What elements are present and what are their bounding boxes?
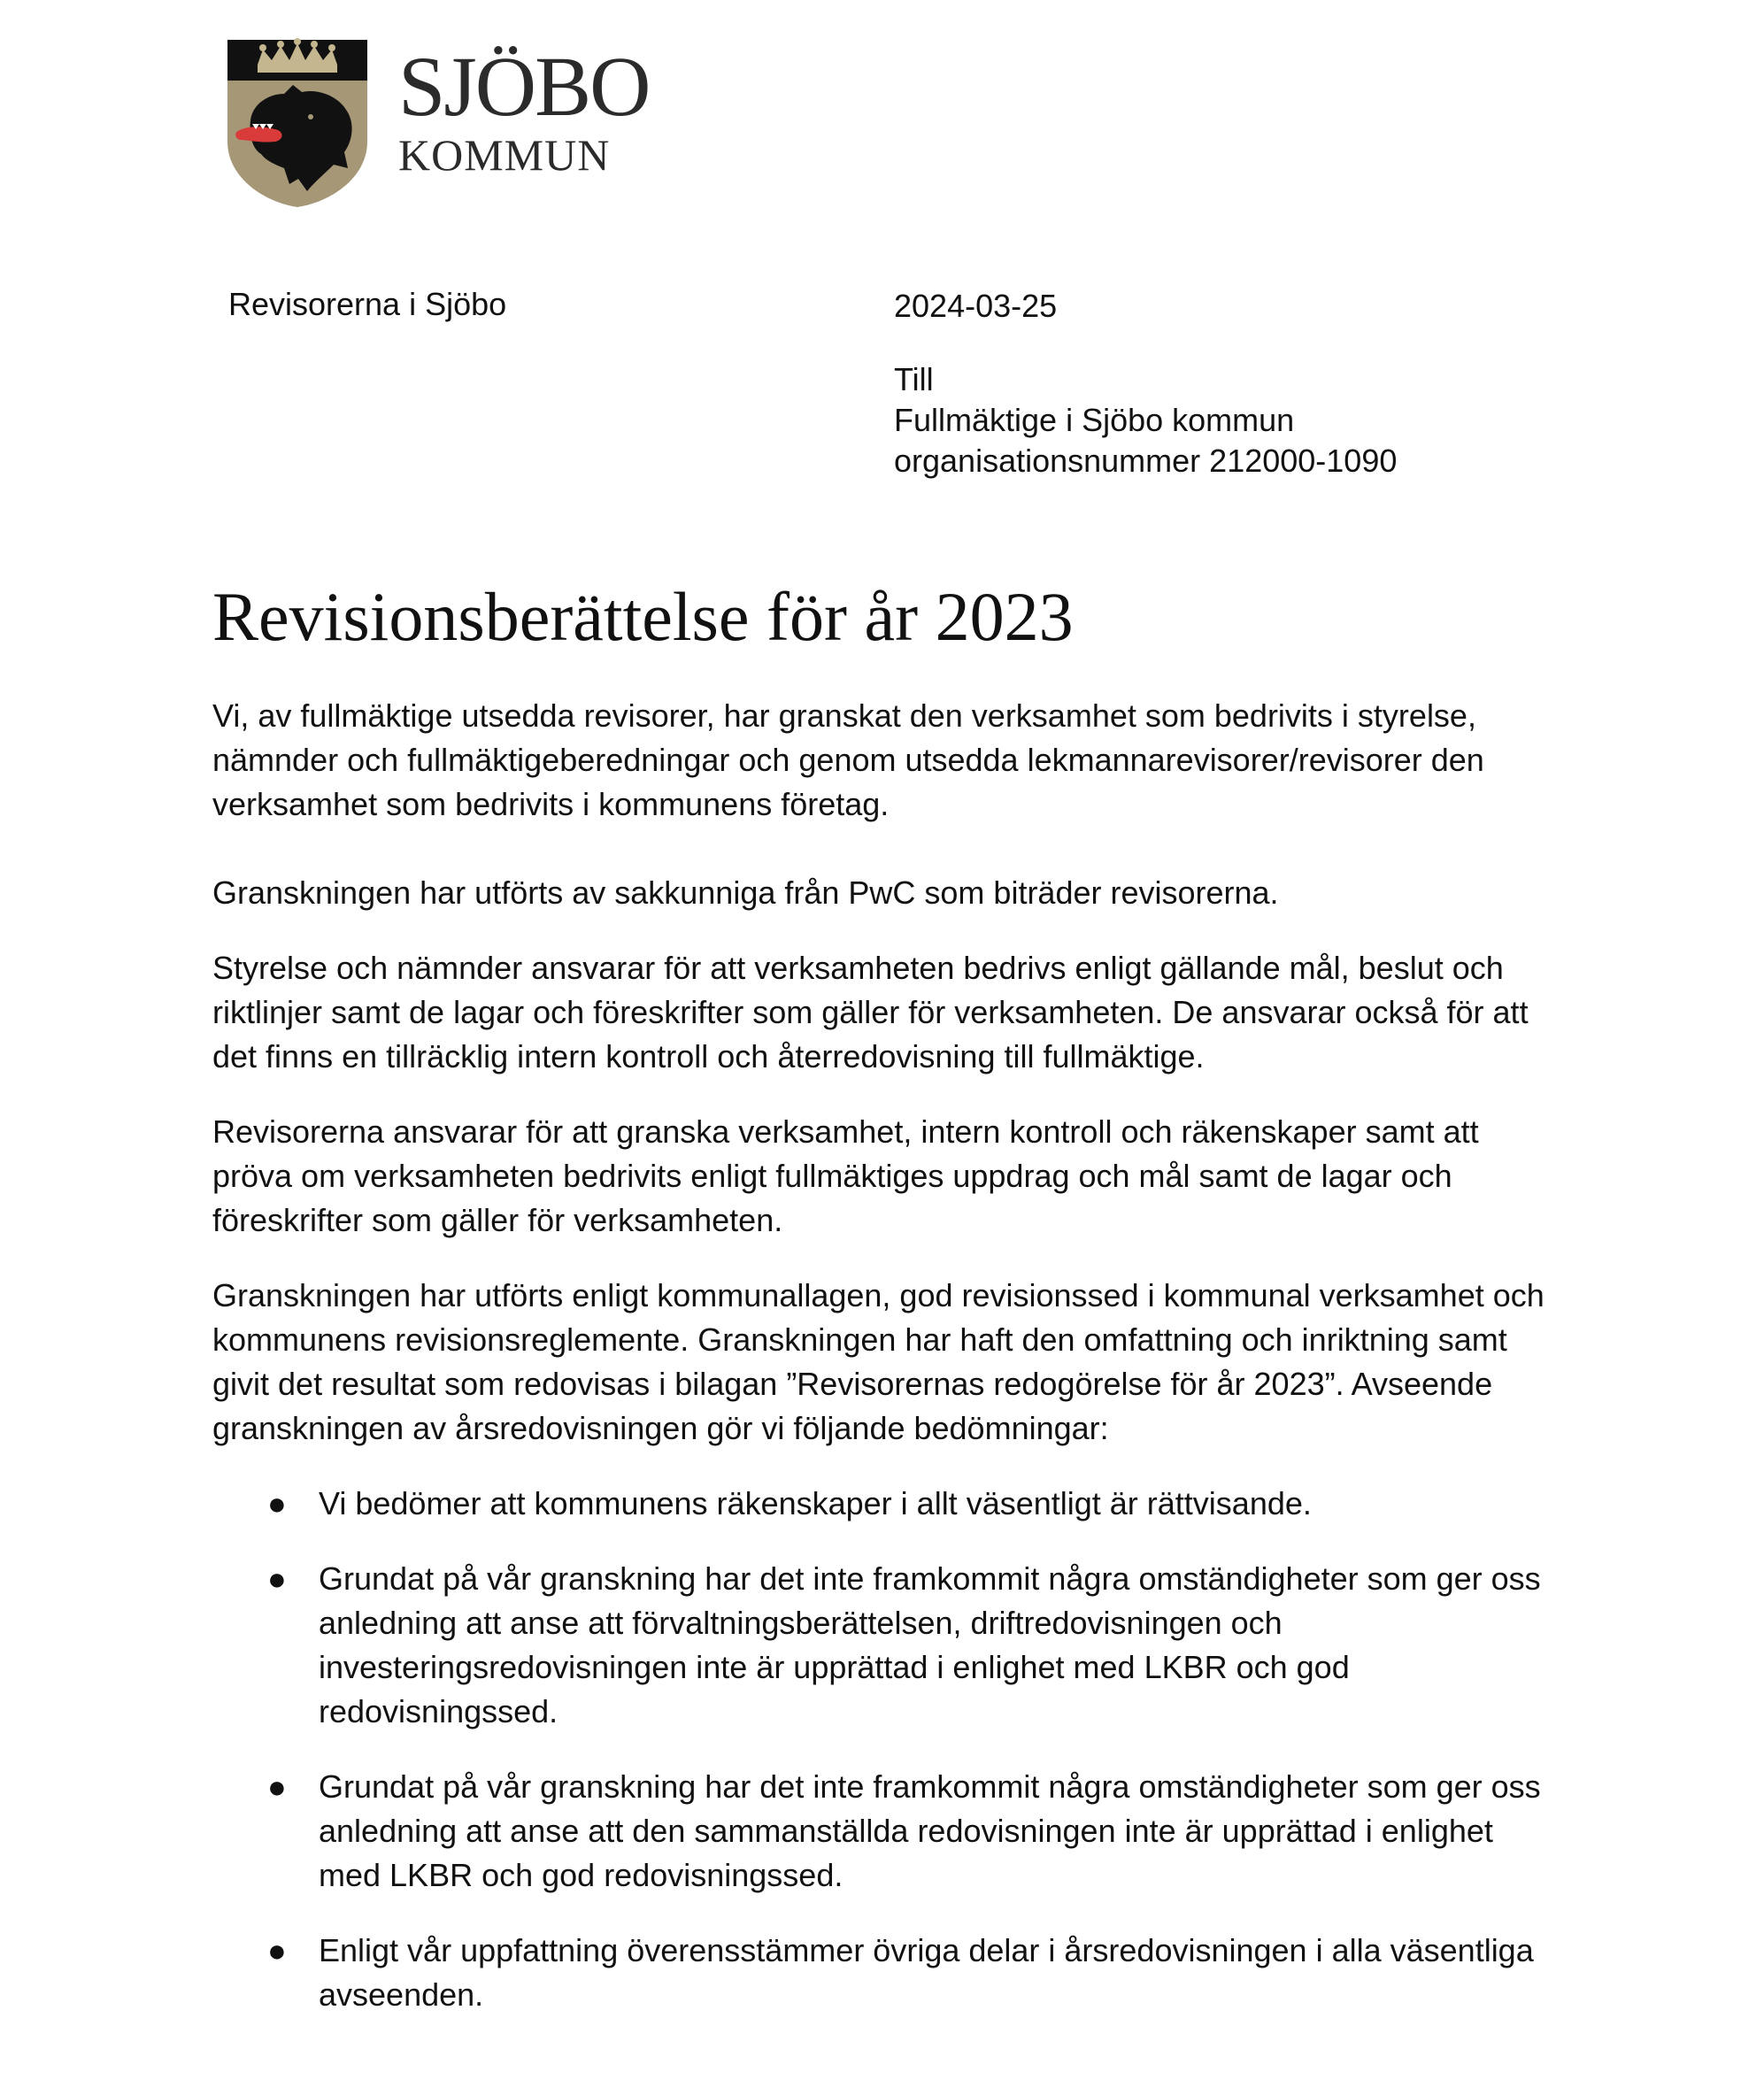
list-item-text: Enligt vår uppfattning överensstämmer övriga delar i årsredovisningen i alla väsentliga avseenden. (319, 1932, 1534, 2013)
logo-wordmark (398, 39, 650, 180)
document-body (212, 694, 1558, 2048)
paragraph: Revisorerna ansvarar för att granska verksamhet, intern kontroll och räkenskaper samt att pröva om verksamheten bedrivits enligt fullmäktiges uppdrag och mål samt de lagar och föreskrifter som gäller för verksamheten. (212, 1113, 1479, 1238)
paragraph: Granskningen har utförts enligt kommunallagen, god revisionssed i kommunal verksamhet och kommunens revisionsreglemente. Granskningen har haft den omfattning och inriktning samt givit det resultat som redovisas i bilagan ”Revisorernas redogörelse för år 2023”. Avseende granskningen av årsredovisningen gör vi följande bedömningar: (212, 1277, 1544, 1446)
list-item (212, 1557, 1558, 1734)
document-title: Revisionsberättelse för år 2023 (212, 578, 1074, 655)
list-item (212, 1929, 1558, 2017)
bullet-icon: ● (267, 1768, 287, 1805)
municipality-logo (226, 35, 651, 212)
bullet-icon: ● (267, 1932, 287, 1968)
list-item-text: Grundat på vår granskning har det inte framkommit några omständigheter som ger oss anledning att anse att förvaltningsberättelsen, driftredovisningen och investeringsredovisningen inte är upprättad i enlighet med LKBR och god redovisningssed. (319, 1560, 1541, 1729)
bullet-icon: ● (267, 1560, 287, 1597)
paragraph: Granskningen har utförts av sakkunniga från PwC som biträder revisorerna. (212, 874, 1279, 911)
logo-name-line2: KOMMUN (398, 130, 611, 180)
recipient-block (894, 286, 1397, 481)
sender: Revisorerna i Sjöbo (228, 286, 507, 322)
list-item (212, 1765, 1558, 1898)
paragraph: Styrelse och nämnder ansvarar för att verksamheten bedrivs enligt gällande mål, beslut och riktlinjer samt de lagar och föreskrifter som gäller för verksamheten. De ansvarar också för att det finns en tillräcklig intern kontroll och återredovisning till fullmäktige. (212, 950, 1529, 1074)
logo-name-line1: SJÖBO (398, 39, 650, 134)
list-item-text: Grundat på vår granskning har det inte framkommit några omständigheter som ger oss anledning att anse att den sammanställda redovisningen inte är upprättad i enlighet med LKBR och god redovisningssed. (319, 1768, 1541, 1893)
list-item-text: Vi bedömer att kommunens räkenskaper i allt väsentligt är rättvisande. (319, 1485, 1312, 1521)
recipient-line: Fullmäktige i Sjöbo kommun (894, 402, 1295, 438)
recipient-line: Till (894, 361, 934, 397)
assessment-list (212, 1482, 1558, 2017)
letter-date: 2024-03-25 (894, 288, 1058, 324)
list-item (212, 1482, 1558, 1526)
bullet-icon: ● (267, 1485, 287, 1521)
paragraph: Vi, av fullmäktige utsedda revisorer, har granskat den verksamhet som bedrivits i styrelse, nämnder och fullmäktigeberedningar och genom utsedda lekmannarevisorer/revisorer den verksamhet som bedrivits i kommunens företag. (212, 697, 1484, 822)
coat-of-arms-icon (226, 35, 369, 208)
recipient-line: organisationsnummer 212000-1090 (894, 443, 1398, 479)
